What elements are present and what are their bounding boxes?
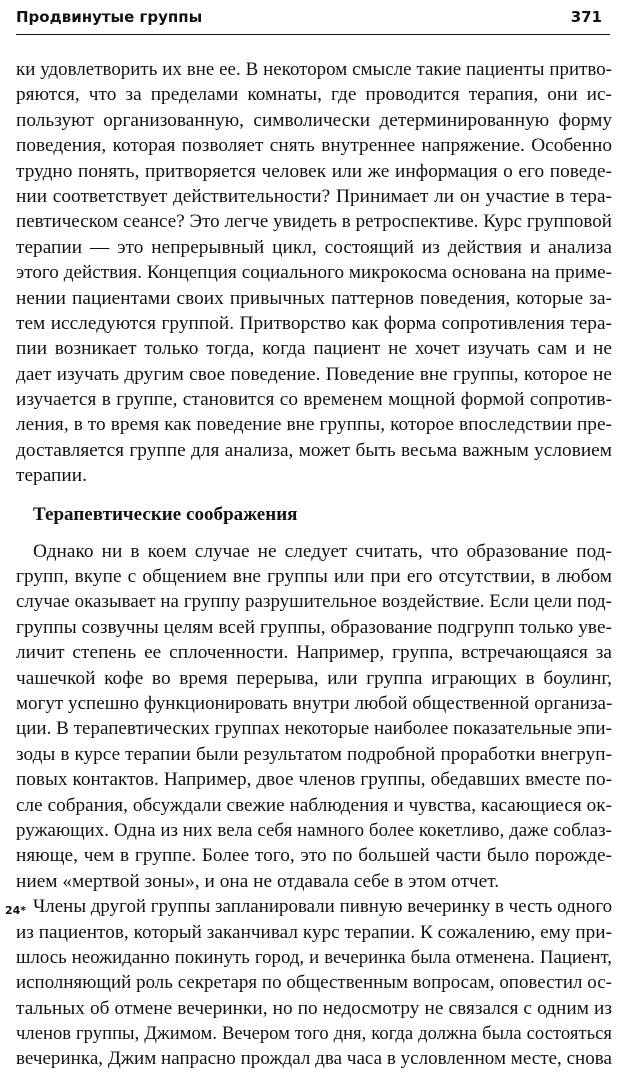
text-line: певтическом сеансе? Это легче увидеть в ретроспективе. Курс групповой — [16, 211, 612, 233]
text-line: нием «мертвой зоны», и она не отдавала себе в этом отчет. — [16, 870, 500, 892]
printer-signature-mark: 24* — [5, 904, 27, 917]
text-line: личит степень ее сплоченности. Например, группа, встречающаяся за — [16, 642, 612, 664]
text-line: ления, в то время как поведение вне группы, которое впоследствии пре- — [16, 414, 612, 436]
text-line: терапии. — [16, 465, 87, 487]
text-line: ряются, что за пределами комнаты, где проводится терапия, они ис- — [16, 84, 612, 106]
text-line: дает изучать другим свое поведение. Поведение вне группы, которое не — [16, 363, 612, 385]
text-line: няюще, чем в группе. Более того, это по большей части было порожде- — [16, 845, 612, 867]
text-line: нии соответствует действительности? Принимает ли он участие в тера- — [16, 185, 612, 207]
body-text — [16, 57, 612, 1072]
text-line: пии возникает только тогда, когда пациент не хочет изучать сам и не — [16, 338, 612, 360]
text-line: случае оказывает на группу разрушительное воздействие. Если цели под- — [16, 591, 612, 613]
text-line: из пациентов, который заканчивал курс терапии. К сожалению, ему при- — [16, 921, 612, 943]
text-line: ки удовлетворить их вне ее. В некотором смысле такие пациенты притво- — [16, 59, 612, 80]
text-line: сле собрания, обсуждали свежие наблюдения и чувства, касающиеся ок- — [16, 794, 612, 816]
text-line: пользуют организованную, символически детерминированную форму — [16, 109, 612, 131]
text-line: ции. В терапевтических группах некоторые наиболее показательные эпи- — [16, 718, 612, 740]
text-line: поведения, которая позволяет снять внутреннее напряжение. Особенно — [16, 135, 612, 157]
text-line: тем исследуются группой. Притворство как форма сопротивления тера- — [16, 312, 612, 334]
text-line: тальных об отмене вечеринки, но по недосмотру не связался с одним из — [16, 997, 612, 1019]
text-line: зоды в курсе терапии были результатом подробной проработки внегруп- — [16, 743, 612, 765]
section-subheading: Терапевтические соображения — [33, 503, 298, 525]
subheading-block — [16, 489, 612, 539]
text-line: доставляется группе для анализа, может быть весьма важным условием — [16, 439, 612, 461]
text-line: группы созвучны целям всей группы, образование подгрупп только уве- — [16, 616, 612, 638]
text-line: шлось неожиданно покинуть город, и вечеринка была отменена. Пациент, — [16, 946, 612, 968]
text-line: могут успешно функционировать внутри любой общественной организа- — [16, 692, 613, 714]
text-line: терапии — это непрерывный цикл, состоящий из действия и анализа — [16, 236, 612, 258]
text-line: Члены другой группы запланировали пивную вечеринку в честь одного — [33, 896, 613, 918]
text-line: этого действия. Концепция социального микрокосма основана на приме- — [16, 262, 612, 284]
text-line: членов группы, Джимом. Вечером того дня, когда должна была состояться — [16, 1023, 612, 1045]
text-line: чашечкой кофе во время перерыва, или группа играющих в боулинг, — [16, 667, 612, 689]
text-line: нении пациентами своих привычных паттернов поведения, которые за- — [16, 287, 612, 309]
header-rule — [16, 34, 610, 35]
page-number: 371 — [570, 8, 602, 26]
section-title: Продвинутые группы — [16, 8, 203, 26]
text-line: групп, вкупе с общением вне группы или при его отсутствии, в любом — [16, 566, 612, 588]
text-line: ружающих. Одна из них вела себя намного более кокетливо, даже соблаз- — [16, 819, 612, 841]
text-line: изучается в группе, становится со временем мощной формой сопротив- — [16, 389, 612, 411]
text-line: трудно понять, притворяется человек или же информация о его поведе- — [16, 160, 612, 182]
text-line: исполняющий роль секретаря по общественным вопросам, оповестил ос- — [16, 972, 612, 994]
text-line: Однако ни в коем случае не следует считать, что образование под- — [33, 540, 612, 562]
running-head — [16, 2, 606, 32]
text-line: вечеринка, Джим напрасно прождал два часа в условленном месте, снова — [16, 1048, 612, 1070]
text-line: повых контактов. Например, двое членов группы, обедавших вместе по- — [16, 769, 612, 791]
